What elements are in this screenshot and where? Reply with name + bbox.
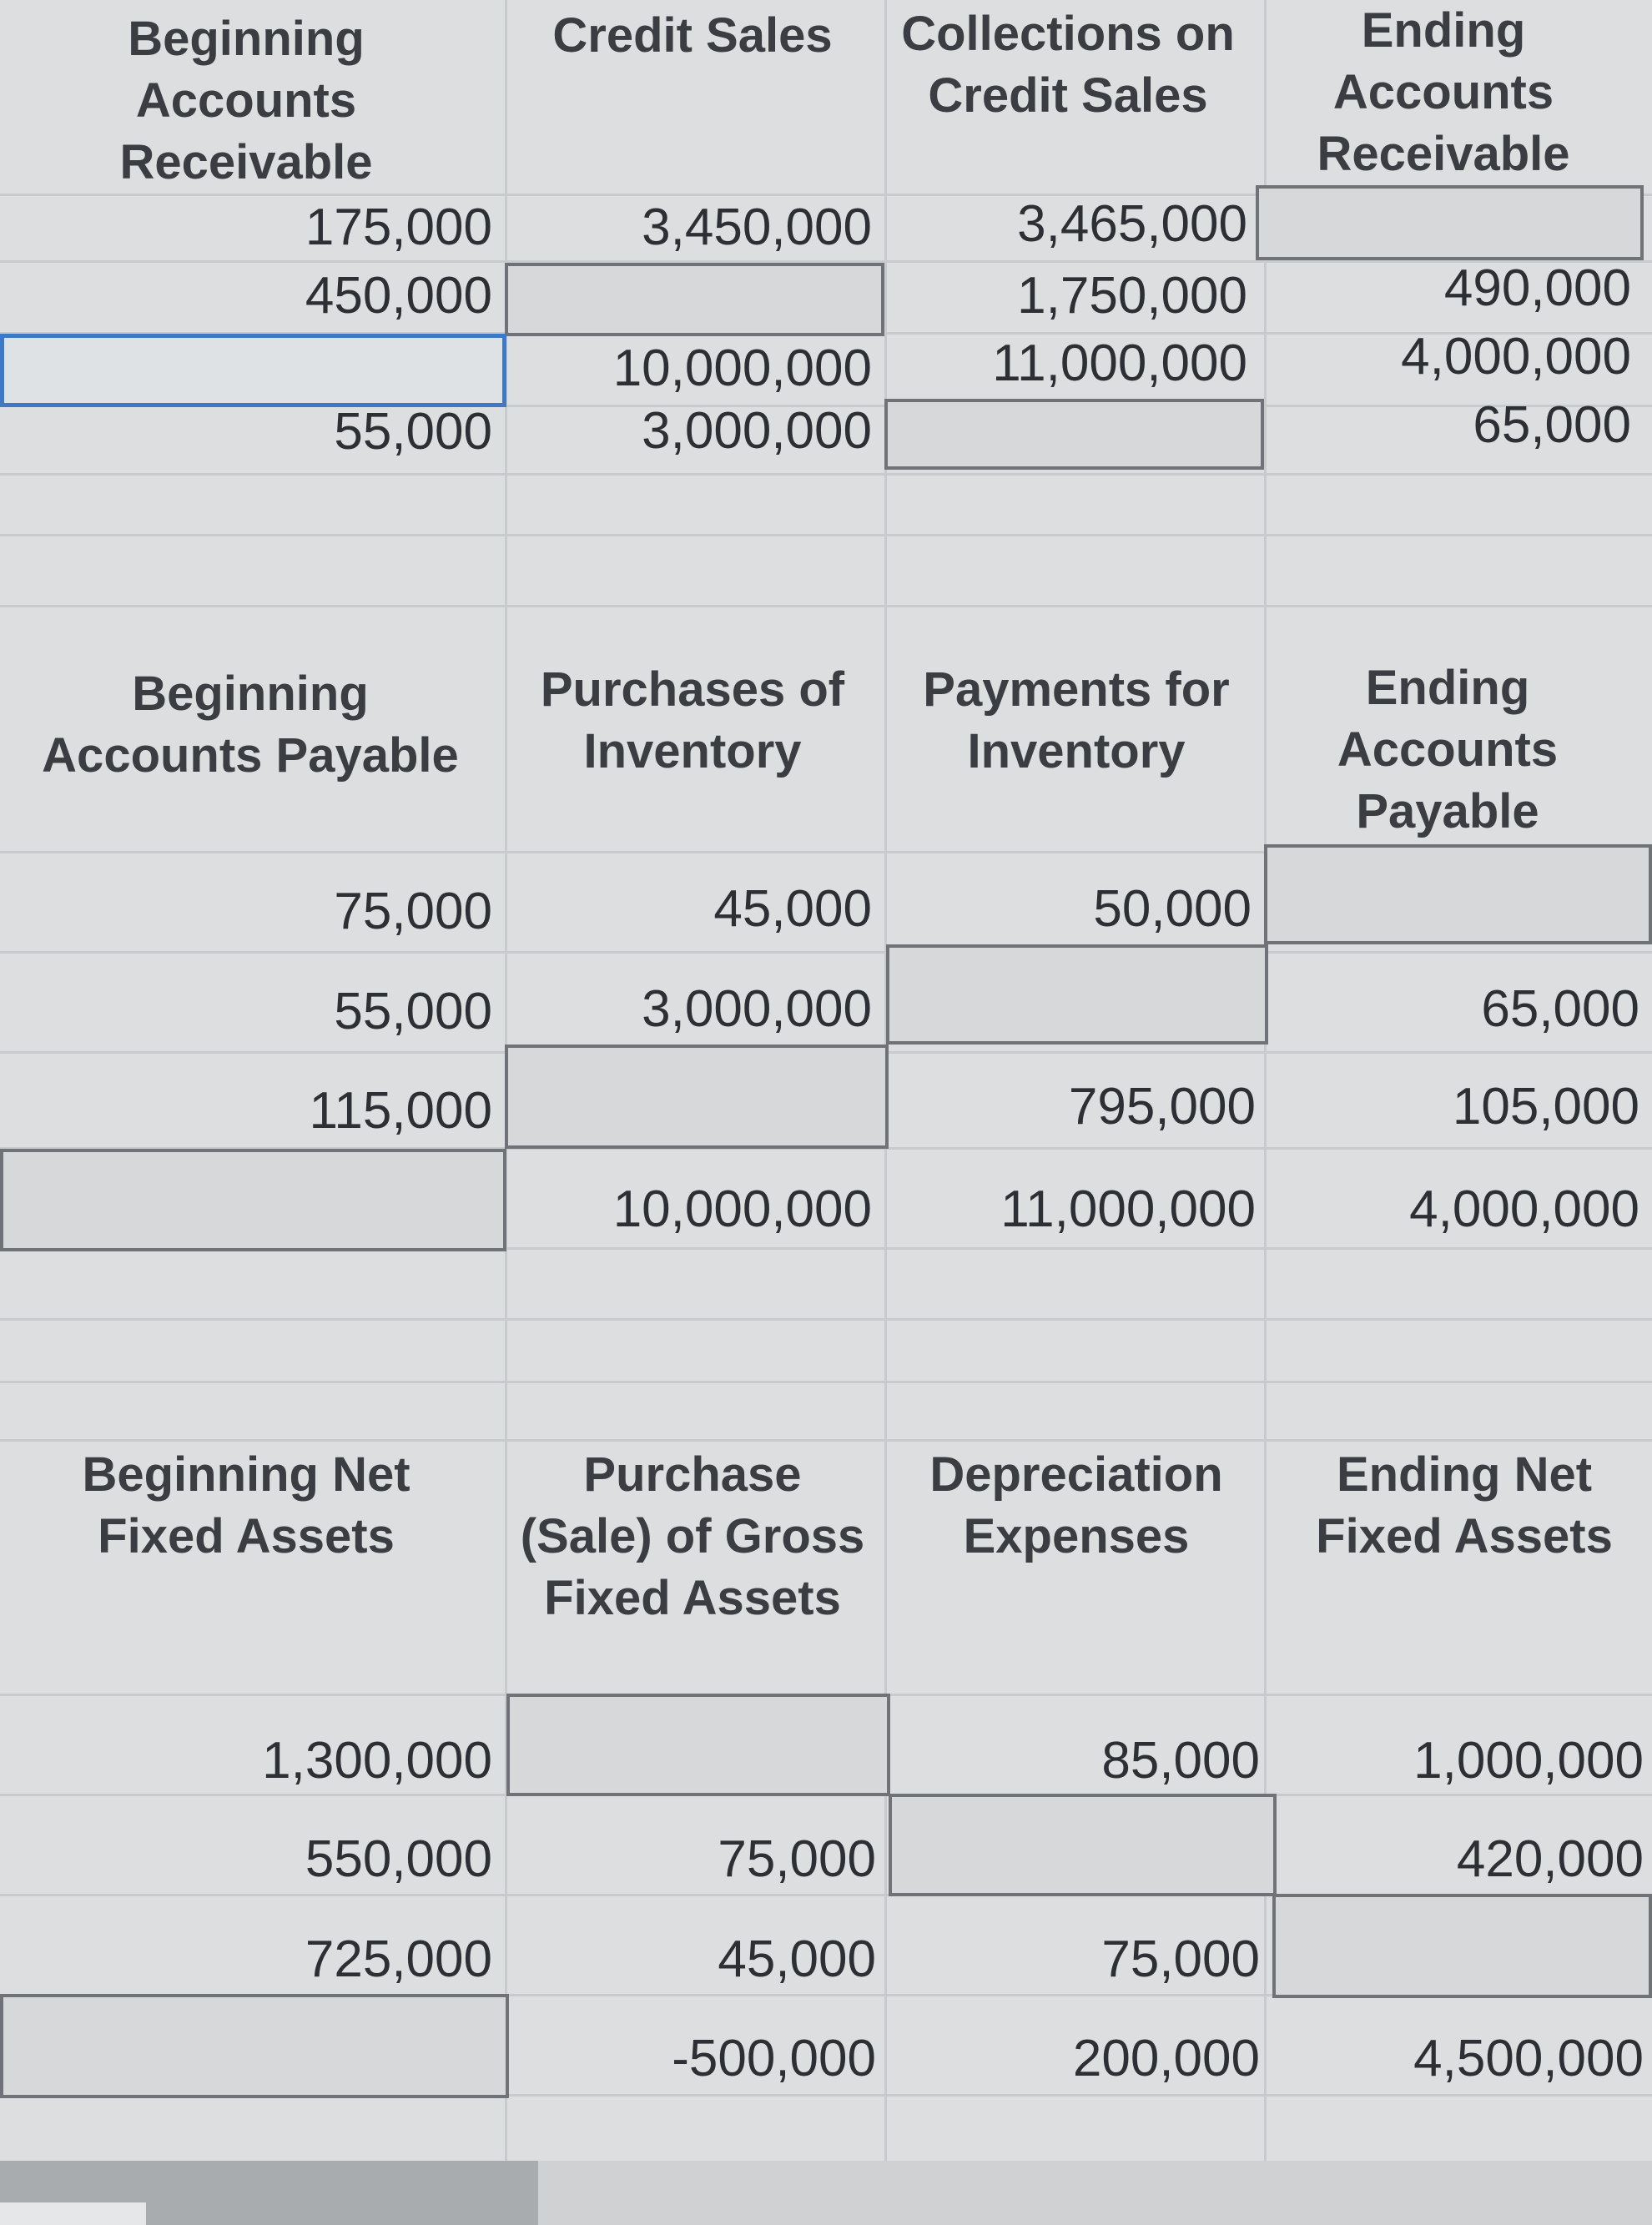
ar-row3-beginning-input[interactable] [0, 334, 506, 407]
ap-row2-payments-input[interactable] [886, 944, 1268, 1045]
fa-row3-purchase-sale[interactable]: 45,000 [718, 1931, 876, 1988]
ap-row2-ending[interactable]: 65,000 [1481, 980, 1639, 1038]
ar-beginning-header: Beginning Accounts Receivable [119, 12, 373, 189]
ar-row3-credit-sales[interactable]: 10,000,000 [612, 340, 872, 397]
ap-ending-header: Ending Accounts Payable [1337, 661, 1559, 838]
row-divider [0, 473, 1652, 476]
fa-row2-depreciation-input[interactable] [889, 1794, 1277, 1896]
ap-row1-purchases[interactable]: 45,000 [713, 880, 872, 938]
ar-row4-beginning[interactable]: 55,000 [334, 403, 492, 461]
ap-row1-payments[interactable]: 50,000 [1093, 880, 1252, 938]
ar-row2-beginning[interactable]: 450,000 [305, 267, 492, 325]
ar-row1-collections[interactable]: 3,465,000 [1017, 195, 1247, 253]
ap-row3-purchases-input[interactable] [505, 1045, 889, 1149]
ap-row4-beginning-input[interactable] [0, 1149, 506, 1251]
ap-purchases-header: Purchases of Inventory [540, 662, 845, 778]
row-divider [0, 534, 1652, 536]
ap-row4-payments[interactable]: 11,000,000 [1000, 1180, 1256, 1238]
ar-credit-sales-header: Credit Sales [552, 8, 833, 63]
ar-row1-beginning[interactable]: 175,000 [305, 199, 492, 256]
fa-row2-purchase-sale[interactable]: 75,000 [718, 1830, 876, 1888]
fa-row4-beginning-input[interactable] [0, 1994, 509, 2098]
ar-row2-ending[interactable]: 490,000 [1443, 259, 1631, 317]
fa-row3-beginning[interactable]: 725,000 [305, 1931, 492, 1988]
ar-row1-ending-input[interactable] [1256, 185, 1644, 260]
ar-row4-credit-sales[interactable]: 3,000,000 [642, 402, 872, 460]
ap-row2-purchases[interactable]: 3,000,000 [642, 980, 872, 1038]
fa-row3-depreciation[interactable]: 75,000 [1101, 1931, 1260, 1988]
ar-collections-header: Collections on Credit Sales [901, 7, 1235, 123]
fa-ending-header: Ending Net Fixed Assets [1316, 1447, 1613, 1563]
fa-row1-beginning[interactable]: 1,300,000 [262, 1732, 492, 1790]
row-divider [0, 605, 1652, 607]
fa-row4-ending[interactable]: 4,500,000 [1413, 2030, 1644, 2087]
ar-row4-ending[interactable]: 65,000 [1473, 396, 1631, 454]
row-divider [0, 1318, 1652, 1321]
fa-beginning-header: Beginning Net Fixed Assets [82, 1447, 410, 1563]
fa-row4-depreciation[interactable]: 200,000 [1072, 2030, 1260, 2087]
ap-row3-beginning[interactable]: 115,000 [309, 1082, 492, 1140]
ar-row2-credit-sales-input[interactable] [505, 263, 884, 336]
row-divider [0, 1381, 1652, 1383]
fa-row2-ending[interactable]: 420,000 [1456, 1830, 1644, 1888]
ar-row3-collections[interactable]: 11,000,000 [992, 335, 1247, 392]
ap-row4-purchases[interactable]: 10,000,000 [612, 1180, 872, 1238]
row-divider [0, 951, 1652, 954]
ap-row1-beginning[interactable]: 75,000 [334, 883, 492, 940]
fa-row2-beginning[interactable]: 550,000 [305, 1830, 492, 1888]
ap-row4-ending[interactable]: 4,000,000 [1409, 1180, 1639, 1238]
ap-row3-ending[interactable]: 105,000 [1452, 1078, 1639, 1135]
row-divider [0, 1439, 1652, 1442]
fa-purchase-sale-header: Purchase (Sale) of Gross Fixed Assets [520, 1447, 865, 1625]
ar-row1-credit-sales[interactable]: 3,450,000 [642, 199, 872, 256]
ar-row3-ending[interactable]: 4,000,000 [1401, 328, 1631, 385]
ar-ending-header: Ending Accounts Receivable [1317, 3, 1570, 181]
fa-row1-depreciation[interactable]: 85,000 [1101, 1732, 1260, 1790]
ar-row2-collections[interactable]: 1,750,000 [1017, 267, 1247, 325]
fa-row4-purchase-sale[interactable]: -500,000 [672, 2030, 876, 2087]
fa-row3-ending-input[interactable] [1272, 1894, 1652, 1998]
fa-depreciation-header: Depreciation Expenses [929, 1447, 1223, 1563]
sheet-tab[interactable] [0, 2202, 146, 2225]
ap-beginning-header: Beginning Accounts Payable [42, 667, 459, 783]
ap-row1-ending-input[interactable] [1264, 844, 1652, 944]
ap-payments-header: Payments for Inventory [923, 662, 1230, 778]
ap-row2-beginning[interactable]: 55,000 [334, 983, 492, 1040]
fa-row1-purchase-sale-input[interactable] [506, 1694, 890, 1796]
ap-row3-payments[interactable]: 795,000 [1068, 1078, 1256, 1135]
fa-row1-ending[interactable]: 1,000,000 [1413, 1732, 1644, 1790]
ar-row4-collections-input[interactable] [884, 399, 1264, 470]
